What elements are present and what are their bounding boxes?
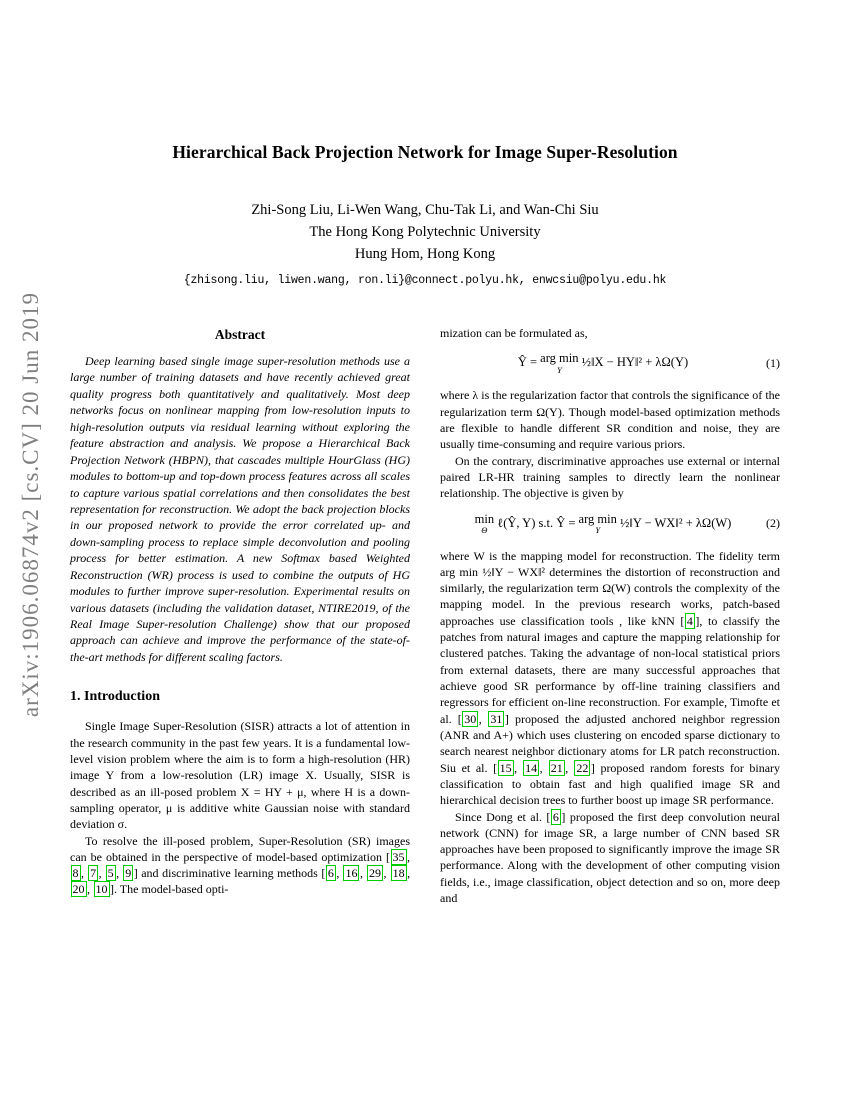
eq2-min-operator: min Θ bbox=[474, 511, 495, 535]
paper-title: Hierarchical Back Projection Network for Image Super-Resolution bbox=[172, 142, 678, 162]
citation-link[interactable]: 20 bbox=[72, 882, 85, 897]
continuation-paragraph: mization can be formulated as, bbox=[440, 326, 588, 340]
citation-link[interactable]: 7 bbox=[90, 866, 97, 881]
eq2-argmin-operator: arg min Y bbox=[578, 511, 617, 535]
citation-link[interactable]: 21 bbox=[550, 760, 563, 775]
intro-paragraph-1: Single Image Super-Resolution (SISR) attracts a lot of attention in the research community in the past few years. It is a fundamental low-level vision problem where the aim is to form a high-resolution (HR) image Y from a low-resolution (LR) image X. Usually, SISR is described as an ill-posed problem X = HY + μ, where H is a down-sampling operator, μ is additive white Gaussian noise with standard deviation σ. bbox=[70, 719, 410, 832]
eq1-lhs: Ŷ = bbox=[517, 355, 541, 370]
citation-link[interactable]: 29 bbox=[369, 866, 382, 881]
abstract-heading: Abstract bbox=[214, 327, 266, 342]
eq1-rhs: ½‖X − HY‖² + λΩ(Y) bbox=[578, 355, 689, 370]
right-column bbox=[440, 325, 780, 906]
citation-link[interactable]: 15 bbox=[499, 760, 512, 775]
citation-link[interactable]: 14 bbox=[525, 760, 538, 775]
paragraph-regularization: where λ is the regularization factor that controls the significance of the regularization term Ω(Y). Though model-based optimization methods are flexible to handle different SR condition and noise, they are usually time-consuming and require various priors. bbox=[440, 388, 780, 452]
eq1-argmin-operator: arg min Y bbox=[540, 351, 579, 375]
paragraph-cnn-history: Since Dong et al. [ 6 ] proposed the first deep convolution neural network (CNN) for image SR, a large number of CNN based SR approaches have been proposed to significantly improve the image SR performance. Along with the development of other computing vision fields, i.e., image classification, object detection and so on, more deep and bbox=[440, 809, 780, 906]
abstract-text: Deep learning based single image super-resolution methods use a large number of training datasets and have recently achieved great quality progress both quantitatively and qualitatively. Most deep networks focus on nonlinear mapping from low-resolution inputs to high-resolution outputs via residual learning without exploring the feature abstraction and analysis. We propose a Hierarchical Back Projection Network (HBPN), that cascades multiple HourGlass (HG) modules to bottom-up and top-down process features across all scales to capture various spatial correlations and then consolidates the best representation for reconstruction. We adopt the back projection blocks in our proposed network to provide the error correlated up- and down-sampling process to replace simple deconvolution and pooling process for better estimation. A new Softmax based Weighted Reconstruction (WR) process is used to combine the outputs of HG modules to further improve super-resolution. Experimental results on various datasets (including the validation dataset, NTIRE2019, of the Real Image Super-resolution Challenge) show that our proposed approach can achieve and improve the performance of the state-of-the-art methods for different scaling factors. bbox=[70, 354, 410, 664]
citation-link[interactable]: 6 bbox=[552, 809, 559, 824]
two-column-body bbox=[0, 325, 850, 906]
citation-link[interactable]: 31 bbox=[490, 711, 503, 726]
citation-link[interactable]: 16 bbox=[345, 866, 358, 881]
section-heading-introduction: 1. Introduction bbox=[70, 689, 160, 705]
equation-1-tag: (1) bbox=[766, 355, 780, 370]
affiliation-line-2: Hung Hom, Hong Kong bbox=[354, 246, 496, 262]
equation-2-body bbox=[440, 513, 766, 535]
eq2-rhs: ½‖Y − WX‖² + λΩ(W) bbox=[616, 515, 732, 530]
citation-link[interactable]: 22 bbox=[576, 760, 589, 775]
citation-link[interactable]: 5 bbox=[107, 866, 114, 881]
equation-1 bbox=[440, 352, 780, 374]
paragraph-mapping-model: where W is the mapping model for reconstruction. The fidelity term arg min ½‖Y − WX‖² determines the distortion of reconstruction and similarly, the regularization term Ω(W) controls the complexity of the mapping model. In the previous research works, patch-based approaches use classification tools , like kNN [ 4 ], to classify the patches from natural images and capture the mapping relationship for clustered patches. Taking the advantage of non-local statistical priors from external datasets, there are many successful approaches that achieve good SR performance by off-line training classifiers and regressors for efficient on-line reconstruction. For example, Timofte et al. [ 30 , 31 ] proposed the adjusted anchored neighbor regression (ANR and A+) which uses clustering on encoded sparse dictionary to search nearest neighbor dictionary atoms for LR patch reconstruction. Siu et al. [ 15 , 14 , 21 , 22 ] proposed random forests for binary classification to obtain fast and high qualified image SR and hierarchical decision trees to further boost up image SR performance. bbox=[440, 548, 781, 808]
citation-link[interactable]: 8 bbox=[72, 866, 79, 881]
equation-2-tag: (2) bbox=[766, 516, 780, 530]
citation-link[interactable]: 6 bbox=[327, 866, 334, 881]
citation-link[interactable]: 9 bbox=[125, 866, 132, 881]
intro-paragraph-2: To resolve the ill-posed problem, Super-Resolution (SR) images can be obtained in the perspective of model-based optimization [ 35 , 8 , 7 , 5 , 9 ] and discriminative learning methods [ 6 , 16 , 29 , 18 , 20 , 10 ]. The model-based opti- bbox=[70, 833, 411, 897]
eq2-mid: ℓ(Ŷ, Y) s.t. Ŷ = bbox=[494, 515, 579, 530]
citation-link[interactable]: 35 bbox=[392, 849, 405, 864]
citation-link[interactable]: 18 bbox=[392, 866, 405, 881]
citation-link[interactable]: 30 bbox=[464, 711, 477, 726]
citation-link[interactable]: 4 bbox=[686, 613, 693, 628]
author-emails[interactable]: {zhisong.liu, liwen.wang, ron.li}@connect.polyu.hk, enwcsiu@polyu.edu.hk bbox=[183, 274, 667, 287]
equation-2 bbox=[440, 513, 780, 535]
paper-header bbox=[0, 0, 850, 287]
arxiv-watermark: arXiv:1906.06874v2 [cs.CV] 20 Jun 2019 bbox=[18, 292, 43, 718]
paragraph-discriminative: On the contrary, discriminative approaches use external or internal paired LR-HR training samples to directly learn the nonlinear relationship. The objective is given by bbox=[440, 453, 780, 501]
authors-line: Zhi-Song Liu, Li-Wen Wang, Chu-Tak Li, and Wan-Chi Siu bbox=[251, 202, 599, 218]
equation-1-body bbox=[440, 352, 766, 374]
affiliation-line-1: The Hong Kong Polytechnic University bbox=[309, 224, 541, 240]
left-column bbox=[70, 325, 410, 906]
citation-link[interactable]: 10 bbox=[95, 882, 108, 897]
